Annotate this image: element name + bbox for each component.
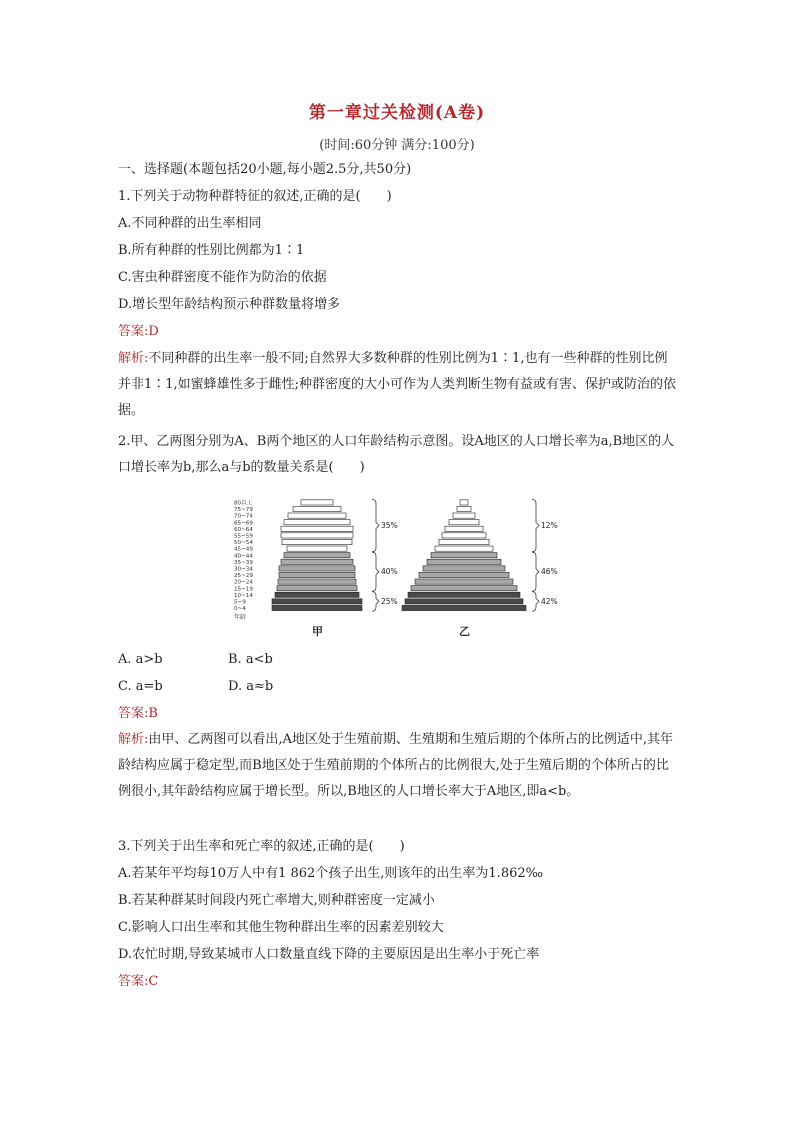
- q2-answer-value: B: [148, 706, 158, 721]
- q2-analysis-text: 由甲、乙两图可以看出,A地区处于生殖前期、生殖期和生殖后期的个体所占的比例适中,其年龄结构应属于稳定型,而B地区处于生殖前期的个体所占的比例很大,处于生殖后期的个体所占的比例很小,其年龄结构应属于增长型。所以,B地区的人口增长率大于A地区,即a<b。: [118, 732, 674, 799]
- age-tick-label: 80以上: [234, 500, 253, 507]
- pyramid-bar: [431, 553, 497, 558]
- pyramid-bar: [275, 592, 359, 597]
- pyramid-bar: [272, 605, 362, 610]
- pyramid-bar: [405, 599, 523, 604]
- bracket-percent-label: 46%: [541, 567, 558, 577]
- bracket-percent-label: 42%: [541, 596, 558, 606]
- pyramid-bar: [293, 506, 341, 511]
- age-tick-label: 15~19: [234, 586, 253, 593]
- pyramid-bar: [457, 506, 471, 511]
- pyramid-bar: [408, 592, 520, 597]
- pyramid-bar: [411, 586, 517, 591]
- pyramid-chart: [230, 485, 560, 645]
- q1-analysis-text: 不同种群的出生率一般不同;自然界大多数种群的性别比例为1∶1,也有一些种群的性别比例并非1∶1,如蜜蜂雄性多于雌性;种群密度的大小可作为人类判断生物有益或有害、保护或防治的依据。: [118, 351, 677, 418]
- q2-option-d: D. a≈b: [228, 679, 274, 694]
- q3-option-c: C.影响人口出生率和其他生物种群出生率的因素差别较大: [118, 920, 444, 935]
- pyramid-bar: [435, 546, 493, 551]
- pyramid-bar: [439, 539, 489, 544]
- exam-info: (时间:60分钟 满分:100分): [319, 138, 475, 153]
- pyramid-bracket: [532, 592, 539, 611]
- age-tick-label: 45~49: [234, 546, 253, 553]
- pyramid-bar: [288, 513, 346, 518]
- age-tick-label: 10~14: [234, 592, 253, 599]
- page-title: 第一章过关检测(A卷): [308, 103, 486, 123]
- pyramid-bracket: [532, 499, 539, 551]
- pyramid-name-label: 乙: [459, 625, 470, 638]
- age-tick-label: 30~34: [234, 566, 253, 573]
- q1-stem: 1.下列关于动物种群特征的叙述,正确的是( ): [118, 189, 392, 204]
- q3-option-b: B.若某种群某时间段内死亡率增大,则种群密度一定减小: [118, 893, 435, 908]
- q1-option-a: A.不同种群的出生率相同: [118, 216, 262, 231]
- age-tick-label: 20~24: [234, 579, 253, 586]
- bracket-percent-label: 40%: [381, 567, 398, 577]
- q1-option-b: B.所有种群的性别比例都为1∶1: [118, 243, 305, 258]
- pyramid-bar: [449, 520, 479, 525]
- pyramid-bar: [427, 559, 501, 564]
- pyramid-bar: [278, 579, 356, 584]
- pyramid-bracket: [532, 552, 539, 591]
- q3-option-d: D.农忙时期,导致某城市人口数量直线下降的主要原因是出生率小于死亡率: [118, 947, 540, 962]
- age-tick-label: 25~29: [234, 573, 253, 580]
- pyramid-bar: [279, 566, 355, 571]
- pyramid-bar: [281, 533, 353, 538]
- q2-answer-label: 答案:: [118, 706, 149, 721]
- q2-option-c: C. a=b: [118, 679, 163, 694]
- pyramid-bar: [301, 500, 333, 505]
- pyramid-bar: [281, 526, 353, 531]
- q1-analysis-label: 解析:: [118, 351, 149, 366]
- pyramid-bar: [419, 572, 509, 577]
- section-heading: 一、选择题(本题包括20小题,每小题2.5分,共50分): [118, 162, 412, 177]
- pyramid-bar: [415, 579, 513, 584]
- q3-answer-value: C: [148, 974, 159, 989]
- q1-option-c: C.害虫种群密度不能作为防治的依据: [118, 270, 327, 285]
- pyramid-bar: [282, 539, 352, 544]
- q3-answer-label: 答案:: [118, 974, 149, 989]
- pyramid-bracket: [372, 552, 379, 591]
- q3-stem: 3.下列关于出生率和死亡率的叙述,正确的是( ): [118, 839, 405, 854]
- pyramid-bar: [445, 526, 483, 531]
- age-tick-label: 65~69: [234, 520, 253, 527]
- q1-option-d: D.增长型年龄结构预示种群数量将增多: [118, 297, 341, 312]
- pyramid-bar: [442, 533, 486, 538]
- bracket-percent-label: 35%: [381, 521, 398, 530]
- q1-answer-value: D: [148, 324, 159, 339]
- pyramid-bar: [460, 500, 468, 505]
- age-tick-label: 0~4: [234, 606, 246, 613]
- pyramid-bar: [277, 586, 357, 591]
- pyramid-bracket: [372, 499, 379, 551]
- q2-option-a: A. a>b: [118, 652, 163, 667]
- q2-answer: [118, 704, 158, 724]
- age-tick-label: 40~44: [234, 553, 253, 560]
- pyramid-bar: [281, 559, 353, 564]
- bracket-percent-label: 12%: [541, 521, 558, 530]
- q2-analysis-label: 解析:: [118, 732, 149, 747]
- q1-answer: [118, 322, 159, 342]
- q1-analysis: [118, 346, 678, 424]
- pyramid-bar: [423, 566, 505, 571]
- q1-answer-label: 答案:: [118, 324, 149, 339]
- q2-option-b: B. a<b: [228, 652, 273, 667]
- pyramid-name-label: 甲: [312, 625, 323, 638]
- age-tick-label: 35~39: [234, 559, 253, 566]
- pyramid-bar: [453, 513, 475, 518]
- q2-stem: 2.甲、乙两图分别为A、B两个地区的人口年龄结构示意图。设A地区的人口增长率为a,B地区的人口增长率为b,那么a与b的数量关系是( ): [118, 434, 675, 475]
- age-tick-label: 50~54: [234, 540, 253, 547]
- bracket-percent-label: 25%: [381, 596, 398, 606]
- age-tick-label: 75~79: [234, 507, 253, 514]
- pyramid-bar: [284, 553, 350, 558]
- pyramid-bar: [284, 520, 350, 525]
- population-pyramid-figure: [230, 485, 560, 645]
- pyramid-bar: [287, 546, 347, 551]
- age-tick-label: 55~59: [234, 533, 253, 540]
- age-tick-label: 5~9: [234, 599, 246, 606]
- q3-answer: [118, 972, 158, 992]
- age-tick-label: 60~64: [234, 526, 253, 533]
- age-axis-label: 年龄: [234, 614, 247, 621]
- pyramid-bracket: [372, 592, 379, 611]
- age-tick-label: 70~74: [234, 513, 253, 520]
- q3-option-a: A.若某年平均每10万人中有1 862个孩子出生,则该年的出生率为1.862‰: [118, 866, 544, 881]
- pyramid-bar: [279, 572, 355, 577]
- pyramid-bar: [272, 599, 362, 604]
- pyramid-bar: [402, 605, 526, 610]
- q2-analysis: [118, 727, 678, 805]
